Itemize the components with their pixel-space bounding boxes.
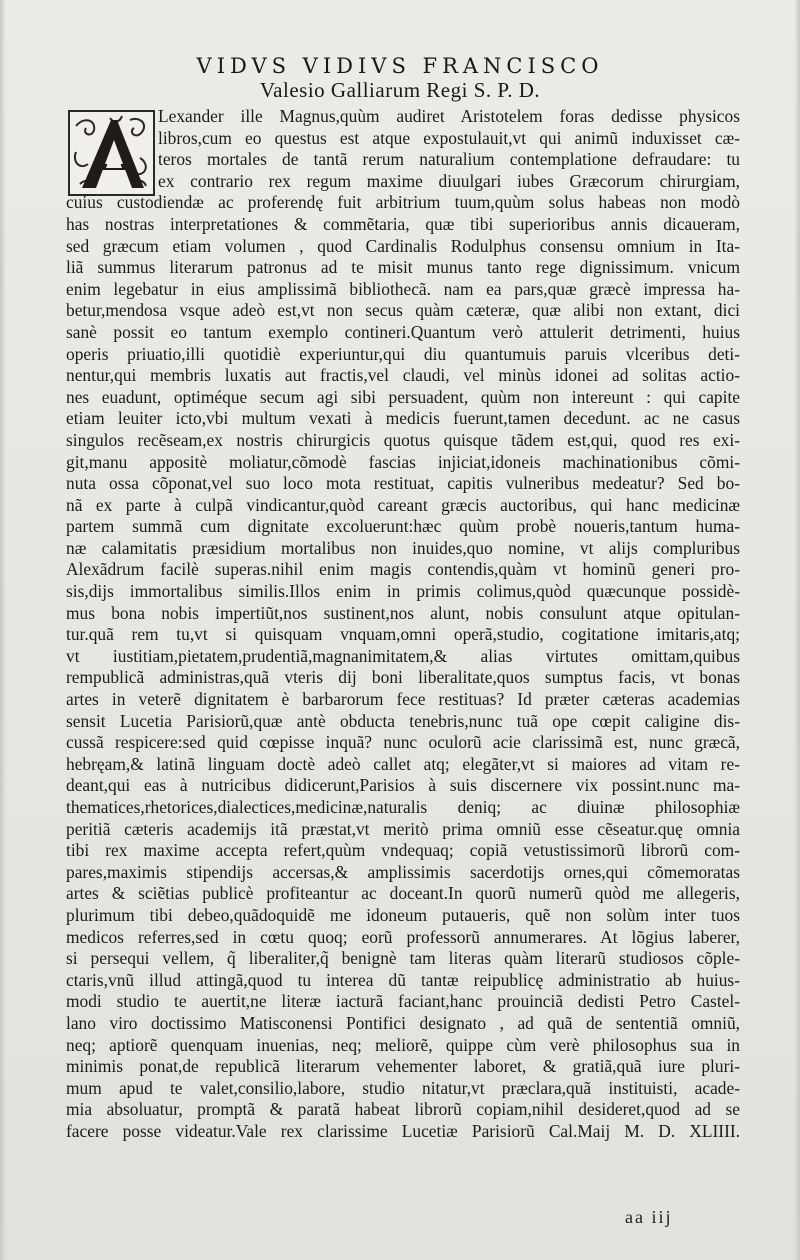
text-line: mia absoluatur, promptã & paratã habeat librorũ copiam,nihil desideret,quod ad se [66, 1099, 740, 1120]
text-line: pares,maximis stipendijs accersas,& amplissimis sacerdotijs ornes,qui cõmemoratas [66, 861, 740, 882]
header-title: VIDVS VIDIVS FRANCISCO [196, 54, 604, 78]
text-line: git,manu appositè moliatur,cõmodè fascias injiciat,idoneis machinationibus cõmi- [66, 451, 740, 472]
text-line: ex contrario rex regum maxime diuulgari iubes Græcorum chirurgiam, [158, 170, 740, 191]
text-line: nuta ossa cõponat,vel suo loco mota restituat, capitis vulneribus medeatur? Sed bo- [66, 473, 740, 494]
text-line: artes in veterẽ dignitatem è barbarorum fece restituas? Id præter cæteras academias [66, 689, 740, 710]
text-line: sed græcum etiam volumen , quod Cardinalis Rodulphus consensu omnium in Ita- [66, 235, 740, 256]
text-line: rempublicã administras,quã vteris dij boni liberalitate,quos sumptus facis, vt bonas [66, 667, 740, 688]
text-line: sensit Lucetia Parisiorũ,quæ antè obducta tenebris,nunc tuã ope cœpit caligine dis- [66, 710, 740, 731]
text-line: nã ex parte à culpã vindicantur,quòd careant græcis auctoribus, qui hanc medicinæ [66, 494, 740, 515]
text-line: næ calamitatis præsidium mortalibus non inuides,quo nomine, vt alijs compluribus [66, 537, 740, 558]
text-line: nes euadunt, optiméque secum agi sibi persuadent, quùm non intereunt : qui capite [66, 386, 740, 407]
text-line: lano viro doctissimo Matisconensi Pontifici designato , ad quã de sententiã omniũ, [66, 1012, 740, 1033]
page-edge-right [794, 0, 800, 1260]
text-line: tibi rex maxime accepta refert,quùm vndequaq; copiã vetustissimorũ librorũ com- [66, 840, 740, 861]
body-text [66, 106, 740, 1143]
text-line: operis priuatio,illi quotidiè experiuntur,qui diu quantumuis paruis vlceribus deti- [66, 343, 740, 364]
text-line: ctaris,vnũ illud attingã,quod tu interea dũ tantæ reipublicę administratio ab huius- [66, 969, 740, 990]
text-line: Lexander ille Magnus,quùm audiret Aristotelem foras dedisse physicos [158, 106, 740, 126]
text-line: neq; aptiorẽ quenquam inuenias, neq; meliorẽ, quippe cùm verè philosophus sua in [66, 1034, 740, 1055]
text-line: minimis ponat,de republicã literarum vehementer laboret, & gratiã,quã iure pluri- [66, 1056, 740, 1077]
text-line: artes & sciẽtias publicè profiteantur ac doceant.In quorũ numerũ quòd me allegeris, [66, 883, 740, 904]
text-line: medicos referres,sed in cœtu quoq; eorũ professorũ annumerares. At lõgius laberer, [66, 926, 740, 947]
text-line: sis,dijs immortalibus similis.Illos enim in primis colimus,quòd quæcunque possidè- [66, 581, 740, 602]
text-line: modi studio te auertit,ne literæ iacturã faciant,hanc prouinciã dedisti Petro Castel- [66, 991, 740, 1012]
text-line: plurimum tibi debeo,quãdoquidẽ me idoneum putaueris, quẽ non solùm inter tuos [66, 904, 740, 925]
text-line: nentur,qui membris luxatis aut fractis,vel claudi, vel minùs idonei ad solitas actio- [66, 365, 740, 386]
text-line: sanè possit eo tantum exemplo contineri.Quantum verò attulerit detrimenti, huius [66, 321, 740, 342]
page-edge-left [0, 0, 6, 1260]
text-line: mum apud te valet,consilio,labore, studio nitatur,vt præclara,quã instituisti, acade- [66, 1077, 740, 1098]
text-line: enim legebatur in eius amplissimã bibliothecã. nam ea pars,quæ græcè impressa ha- [66, 278, 740, 299]
text-line: thematices,rhetorices,dialectices,medicinæ,naturalis deniq; ac diuinæ philosophiæ [66, 797, 740, 817]
text-line: Alexãdrum facilè superas.nihil enim magis contendis,quàm vt hominũ generi pro- [66, 559, 740, 580]
text-line: hebręam,& latinã linguam doctè adeò callet atq; elegãter,vt si maiores ad vitam re- [66, 753, 740, 774]
signature-label: aa iij [625, 1207, 673, 1227]
text-line: deant,qui eas à nutricibus didicerunt,Parisios à suis discernere vix possint.nunc ma- [66, 775, 740, 796]
text-line: tur.quã rem tu,vt si quisquam vnquam,omni operã,studio, cogitatione imitaris,atq; [66, 624, 740, 645]
text-line: has nostras interpretationes & commẽtaria, quæ tibi superioribus annis dicaueram, [66, 213, 740, 234]
text-line: facere posse videatur.Vale rex clarissime Lucetiæ Parisiorũ Cal.Maij M. D. XLIIII. [66, 1120, 740, 1141]
text-line: betur,mendosa vsque adeò est,vt non secus quàm cæteræ, quæ alibi non extant, dici [66, 300, 740, 321]
text-line: singulos recẽseam,ex nostris chirurgicis quotus quisque tãdem est,qui, quod res exi- [66, 429, 740, 450]
text-line: peritiã cæteris academijs itã præstat,vt meritò prima omniũ esse cẽseatur.quę omnia [66, 818, 740, 839]
signature-mark [0, 1207, 800, 1231]
text-line: vt iustitiam,pietatem,prudentiã,magnanimitatem,& alias virtutes omittam,quibus [66, 645, 740, 666]
text-line: si persequi vellem, q̃ liberaliter,q̃ benignè tam literas quàm literarũ studiosos cõple- [66, 948, 740, 969]
header-subtitle: Valesio Galliarum Regi S. P. D. [259, 78, 541, 102]
text-line: teros mortales de tantã rerum naturalium contemplatione defraudare: tu [158, 149, 740, 170]
text-line: etiam leuiter icto,vbi multum vexati à medicis fuerunt,tamen decedunt. ac ne casus [66, 408, 740, 429]
text-line: cuius custodiendæ ac proferendę fuit arbitrium tuum,quùm solus habeas non modò [66, 192, 740, 213]
text-line: libros,cum eo questus est atque expostulauit,vt qui animũ induxisset cæ- [158, 127, 740, 148]
text-line: partem summã cum dignitate excoluerunt:hæc quùm probè noueris,tantum huma- [66, 516, 740, 537]
text-line: liã summus literarum patronus ad te misit munus tanto rege dignissimum. vnicum [66, 257, 740, 278]
text-line: cussã respicere:sed quid cœpisse inquã? nunc oculorũ acie clarissimã est, nunc græcã, [66, 732, 740, 753]
text-line: mus bona nobis impertiũt,nos sustinent,nos alunt, nobis consulunt atque opitulan- [66, 602, 740, 623]
